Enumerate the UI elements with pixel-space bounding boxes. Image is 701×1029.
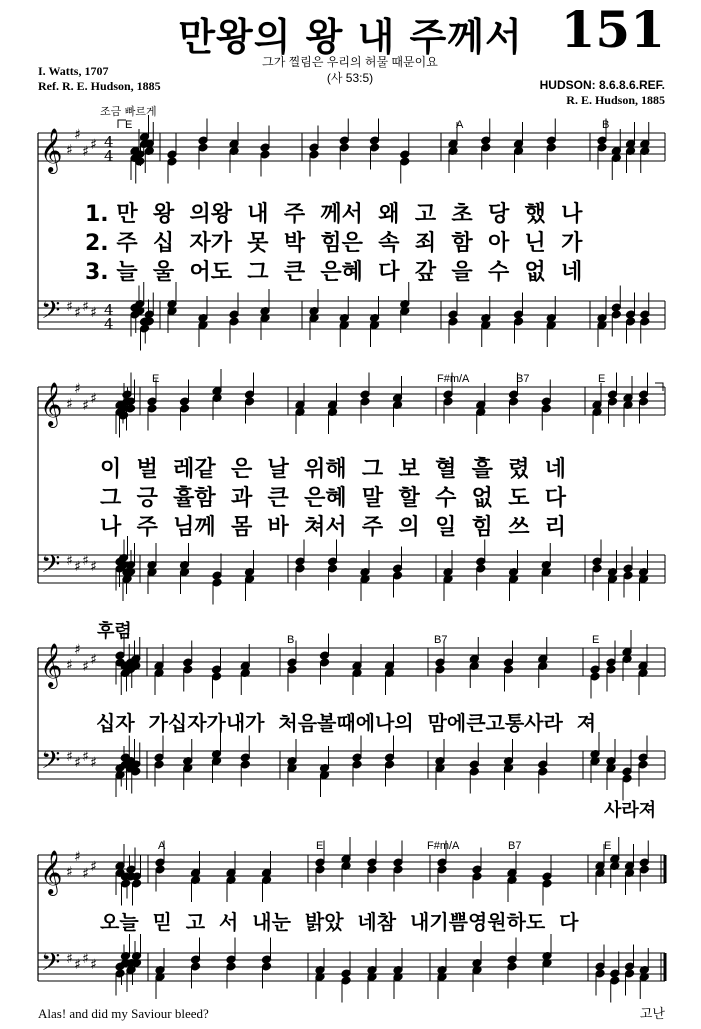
sharp-icon: ♯ <box>74 957 81 973</box>
refrain-echo: 사라져 <box>604 800 657 821</box>
lyric-verse-2: 2. 주 십 자가 못 박 힘은 속 죄 함 아 닌 가 <box>85 231 583 256</box>
time-signature: 4 <box>104 147 114 165</box>
chord-symbol: E <box>152 373 160 385</box>
sharp-icon: ♯ <box>66 142 73 159</box>
sharp-icon: ♯ <box>74 849 81 865</box>
sharp-icon: ♯ <box>66 657 73 674</box>
sharp-icon: ♯ <box>74 127 81 143</box>
sharp-icon: ♯ <box>82 299 89 315</box>
sharp-icon: ♯ <box>90 305 97 321</box>
chord-symbol: F#m/A <box>427 840 460 852</box>
chord-symbol: E <box>598 373 606 385</box>
tune-line1: HUDSON: 8.6.8.6.REF. <box>539 78 665 92</box>
tempo-marking: 조금 빠르게 <box>100 105 157 118</box>
sharp-icon: ♯ <box>74 381 81 397</box>
treble-clef-icon: 𝄞 <box>40 382 63 426</box>
sharp-icon: ♯ <box>66 951 73 967</box>
lyric-verse-2: 그 긍 휼함 과 큰 은혜 말 할 수 없 도 다 <box>100 486 567 511</box>
chord-symbol: B <box>602 119 610 131</box>
lyric-verse-3: 3. 늘 울 어도 그 큰 은혜 다 갚 을 수 없 네 <box>85 260 583 285</box>
sharp-icon: ♯ <box>90 559 97 575</box>
sharp-icon: ♯ <box>66 553 73 569</box>
hymn-number: 151 <box>560 0 665 59</box>
sharp-icon: ♯ <box>90 957 97 973</box>
treble-clef-icon: 𝄞 <box>40 850 63 894</box>
hymn-title: 만왕의 왕 내 주께서 <box>178 15 523 59</box>
sharp-icon: ♯ <box>90 391 97 407</box>
footer-category: 고난 <box>639 1006 665 1021</box>
sharp-icon: ♯ <box>82 553 89 569</box>
refrain-lyric-line-1: 십자 가십자가내가 처음볼때에나의 맘에큰고통사라 져 <box>96 711 597 735</box>
sharp-icon: ♯ <box>82 866 89 882</box>
lyric-verse-3: 나 주 님께 몸 바 쳐서 주 의 일 힘 쓰 리 <box>100 515 567 540</box>
sharp-icon: ♯ <box>90 859 97 875</box>
lyric-verse-1: 1. 만 왕 의왕 내 주 께서 왜 고 초 당 했 나 <box>85 202 583 227</box>
sharp-icon: ♯ <box>82 144 89 160</box>
refrain-lyric-line-2: 오늘 믿 고 서 내눈 밝았 네참 내기쁨영원하도 다 <box>100 910 579 934</box>
sharp-icon: ♯ <box>74 559 81 575</box>
sharp-icon: ♯ <box>66 396 73 413</box>
author-line2: Ref. R. E. Hudson, 1885 <box>38 79 161 93</box>
footer-english-title: Alas! and did my Saviour bleed? <box>38 1006 209 1021</box>
sharp-icon: ♯ <box>74 305 81 321</box>
time-signature: 4 <box>104 133 114 151</box>
sharp-icon: ♯ <box>82 951 89 967</box>
sharp-icon: ♯ <box>74 642 81 658</box>
chord-symbol: B <box>287 634 295 646</box>
chord-symbol: E <box>604 840 612 852</box>
treble-clef-icon: 𝄞 <box>40 128 63 172</box>
time-signature: 4 <box>104 315 114 333</box>
bass-clef-icon: 𝄢 <box>41 746 61 781</box>
time-signature: 4 <box>104 301 114 319</box>
sharp-icon: ♯ <box>74 755 81 771</box>
sharp-icon: ♯ <box>66 749 73 765</box>
subtitle: 그가 찔림은 우리의 허물 때문이요 <box>262 55 438 69</box>
treble-clef-icon: 𝄞 <box>40 643 63 687</box>
sharp-icon: ♯ <box>82 659 89 675</box>
chord-symbol: E <box>316 840 324 852</box>
bass-clef-icon: 𝄢 <box>41 948 61 983</box>
chord-symbol: B7 <box>508 840 522 852</box>
chord-symbol: E <box>125 119 133 131</box>
sharp-icon: ♯ <box>90 652 97 668</box>
bass-clef-icon: 𝄢 <box>41 296 61 331</box>
sharp-icon: ♯ <box>82 749 89 765</box>
chord-symbol: A <box>456 119 464 131</box>
sharp-icon: ♯ <box>82 398 89 414</box>
chord-symbol: B7 <box>516 373 530 385</box>
refrain-label: 후렴 <box>97 621 132 642</box>
author-line1: I. Watts, 1707 <box>38 64 109 78</box>
chord-symbol: E <box>592 634 600 646</box>
chord-symbol: A <box>158 840 166 852</box>
sharp-icon: ♯ <box>66 864 73 881</box>
chord-symbol: B7 <box>434 634 448 646</box>
sharp-icon: ♯ <box>90 137 97 153</box>
chord-symbol: F#m/A <box>437 373 470 385</box>
sharp-icon: ♯ <box>90 755 97 771</box>
lyric-verse-1: 이 벌 레같 은 날 위해 그 보 혈 흘 렸 네 <box>100 457 567 482</box>
bass-clef-icon: 𝄢 <box>41 550 61 585</box>
sharp-icon: ♯ <box>66 299 73 315</box>
scripture: (사 53:5) <box>326 71 374 85</box>
tune-line2: R. E. Hudson, 1885 <box>566 93 665 107</box>
